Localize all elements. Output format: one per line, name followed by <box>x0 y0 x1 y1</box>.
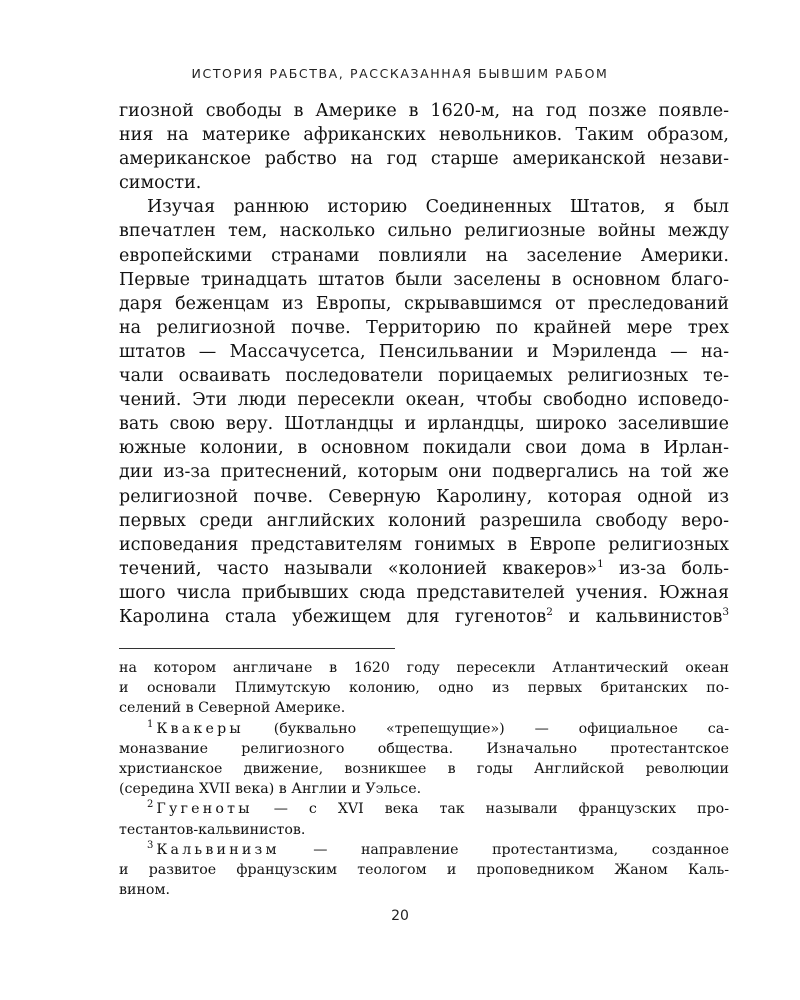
body-line <box>119 557 729 581</box>
body-line: штатов — Массачусетса, Пенсильвании и Мэриленда — на- <box>119 341 729 362</box>
footnote-line: на котором англичане в 1620 году пересекли Атлантический океан <box>119 660 729 676</box>
body-line: даря беженцам из Европы, скрывавшимся от преследований <box>119 293 729 314</box>
body-line: исповедания представителям гонимых в Европе религиозных <box>119 534 729 555</box>
footnote-3 <box>119 840 729 860</box>
body-line: шого числа прибывших сюда представителей учения. Южная <box>119 582 729 603</box>
footnote-number: 1 <box>147 718 154 730</box>
body-line: впечатлен тем, насколько сильно религиозные войны между <box>119 221 729 242</box>
footnote-ref-3[interactable]: 3 <box>722 605 729 618</box>
footnote-text: (буквально «трепещущие») — официальное са- <box>243 720 729 737</box>
body-line: Первые тринадцать штатов были заселены в основном благо- <box>119 269 729 290</box>
body-line: Изучая раннюю историю Соединенных Штатов, я был <box>147 197 729 218</box>
footnote-divider <box>119 648 395 649</box>
footnote-line: (середина XVII века) в Англии и Уэльсе. <box>119 781 422 798</box>
page-number: 20 <box>391 908 409 924</box>
body-line: европейскими странами повлияли на заселение Америки. <box>119 245 729 266</box>
main-text <box>119 99 729 629</box>
footnote-line: моназвание религиозного общества. Изначально протестантское <box>119 740 729 757</box>
footnote-number: 3 <box>147 839 154 851</box>
body-line: южные колонии, в основном покидали свои дома в Ирлан- <box>119 438 729 459</box>
running-head: ИСТОРИЯ РАБСТВА, РАССКАЗАННАЯ БЫВШИМ РАБОМ <box>191 66 609 81</box>
body-line: на религиозной почве. Территорию по крайней мере трех <box>119 317 729 338</box>
footnote-2 <box>119 799 729 819</box>
body-line: симости. <box>119 173 202 194</box>
footnote-term: Квакеры <box>156 720 244 737</box>
body-line <box>119 605 729 629</box>
footnotes <box>119 658 729 900</box>
footnote-line: тестантов-кальвинистов. <box>119 821 306 838</box>
body-line-text: из-за боль- <box>603 558 729 579</box>
body-line-text: и кальвинистов <box>552 606 723 627</box>
body-line: чали осваивать последователи порицаемых религиозных те- <box>119 366 729 387</box>
footnote-text: — направление протестантизма, созданное <box>279 841 729 858</box>
footnote-line: и развитое французским теологом и проповедником Жаном Каль- <box>119 861 729 878</box>
footnote-number: 2 <box>147 799 154 811</box>
footnote-line: вином. <box>119 882 170 899</box>
footnote-1 <box>119 719 729 739</box>
body-line: американское рабство на год старше американской незави- <box>119 149 729 170</box>
body-line: первых среди английских колоний разрешила свободу веро- <box>119 510 729 531</box>
body-line-text: течений, часто называли «колонией квакеров» <box>119 558 598 579</box>
footnote-ref-1[interactable]: 1 <box>597 557 604 570</box>
footnote-line: и основали Плимутскую колонию, одно из первых британских по- <box>119 680 729 697</box>
footnote-term: Кальвинизм <box>156 841 280 858</box>
body-line: религиозной почве. Северную Каролину, которая одной из <box>119 486 729 507</box>
footnote-text: — с XVI века так называли французских про- <box>252 801 729 818</box>
body-line-text: Каролина стала убежищем для гугенотов <box>119 606 547 627</box>
body-line: гиозной свободы в Америке в 1620-м, на год позже появле- <box>119 101 729 121</box>
body-line: дии из-за притеснений, которым они подвергались на той же <box>119 462 729 483</box>
footnote-term: Гугеноты <box>156 801 253 818</box>
footnote-line: христианское движение, возникшее в годы Английской революции <box>119 760 729 777</box>
body-line: ния на материке африканских невольников. Таким образом, <box>119 125 729 146</box>
body-line: чений. Эти люди пересекли океан, чтобы свободно исповедо- <box>119 390 729 411</box>
body-line: вать свою веру. Шотландцы и ирландцы, широко заселившие <box>119 414 729 435</box>
footnote-line: селений в Северной Америке. <box>119 700 346 717</box>
footnote-ref-2[interactable]: 2 <box>546 605 553 618</box>
